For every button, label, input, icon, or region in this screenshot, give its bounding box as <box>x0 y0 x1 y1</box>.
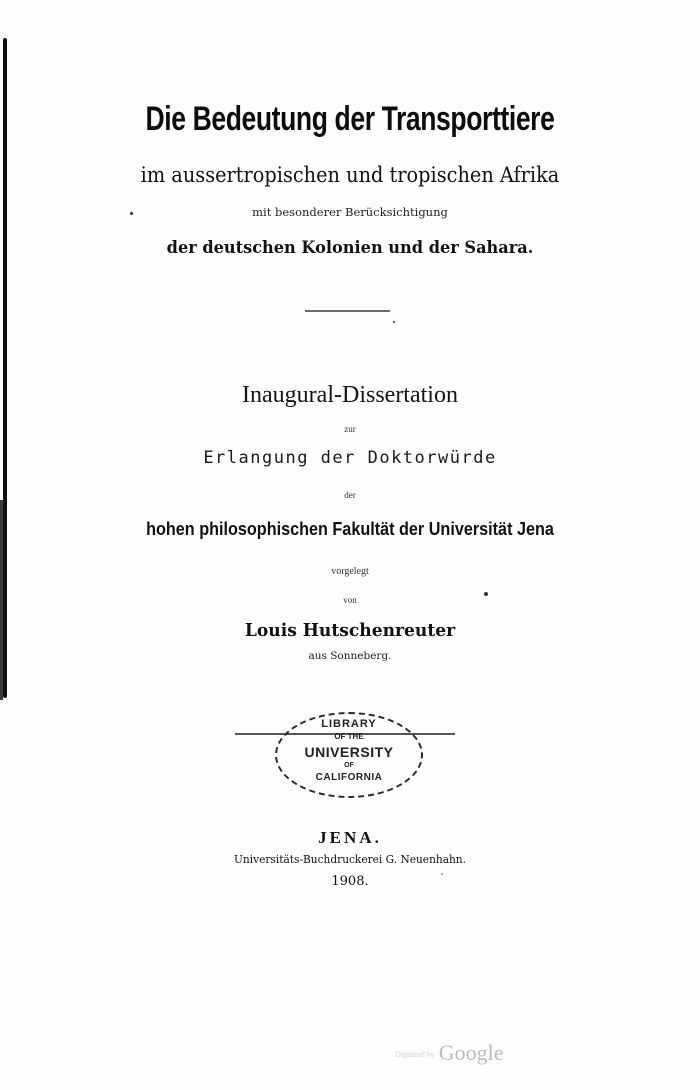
google-logo-text: Google <box>438 1040 504 1065</box>
library-stamp <box>275 712 423 798</box>
document-subtitle: im aussertropischen und tropischen Afrika <box>140 163 560 187</box>
stamp-line-3: UNIVERSITY <box>304 744 394 760</box>
purpose-line: Erlangung der Doktorwürde <box>203 448 497 468</box>
connector-von: von <box>343 595 357 605</box>
imprint-year: 1908. <box>331 874 369 889</box>
document-title: Die Bedeutung der Transporttiere <box>145 100 555 138</box>
stamp-line-2: OF THE <box>334 732 364 741</box>
imprint-city: JENA. <box>318 828 382 847</box>
imprint-printer: Universitäts-Buchdruckerei G. Neuenhahn. <box>233 852 466 866</box>
google-watermark <box>395 1040 504 1066</box>
dissertation-heading: Inaugural-Dissertation <box>242 382 458 408</box>
connector-der: der <box>344 490 356 500</box>
author-name: Louis Hutschenreuter <box>244 620 456 641</box>
scan-speck <box>393 321 395 323</box>
watermark-prefix: Digitized by <box>395 1050 435 1060</box>
stamp-line-5: CALIFORNIA <box>315 772 383 783</box>
divider-rule <box>305 310 390 312</box>
connector-vorgelegt: vorgelegt <box>331 566 369 577</box>
connector-zur: zur <box>344 424 356 434</box>
document-note: mit besonderer Berücksichtigung <box>252 205 448 219</box>
stamp-line-4: OF <box>344 762 354 769</box>
document-subtitle-2: der deutschen Kolonien und der Sahara. <box>166 238 534 258</box>
faculty-line: hohen philosophischen Fakultät der Universität Jena <box>146 519 554 539</box>
author-origin: aus Sonneberg. <box>308 650 392 662</box>
stamp-line-1: LIBRARY <box>321 718 377 730</box>
